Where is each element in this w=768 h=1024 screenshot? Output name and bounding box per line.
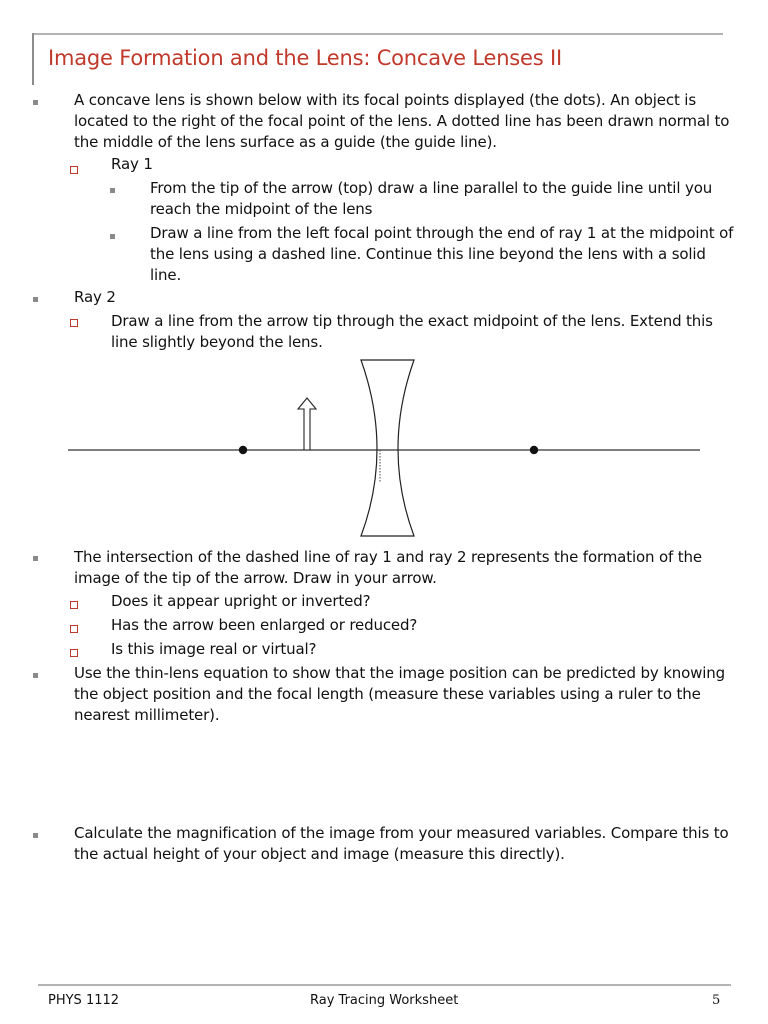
bullet-marker (33, 297, 38, 302)
bullet-marker (33, 673, 38, 678)
ray2-step1: Draw a line from the arrow tip through the exact midpoint of the lens. Extend this line slightly beyond the lens. (111, 312, 713, 351)
page-title: Image Formation and the Lens: Concave Lenses II (48, 46, 562, 70)
ray1-label: Ray 1 (111, 155, 153, 173)
bullet-marker (33, 556, 38, 561)
intersection-text: The intersection of the dashed line of ray 1 and ray 2 represents the formation of the image of the tip of the arrow. Draw in your arrow. (74, 548, 702, 587)
page-number: 5 (712, 993, 721, 1008)
checkbox-marker (70, 601, 78, 609)
question-real: Is this image real or virtual? (111, 640, 317, 658)
question-enlarged: Has the arrow been enlarged or reduced? (111, 616, 418, 634)
bullet-marker (110, 234, 115, 239)
lens-diagram (0, 355, 768, 545)
bullet-marker (33, 100, 38, 105)
footer-course: PHYS 1112 (48, 993, 120, 1008)
ray2-label: Ray 2 (74, 288, 116, 306)
magnification-text: Calculate the magnification of the image from your measured variables. Compare this to the actual height of your object and image (measure this directly). (74, 824, 729, 863)
ray1-step2: Draw a line from the left focal point through the end of ray 1 at the midpoint of the lens using a dashed line. Continue this line beyond the lens with a solid line. (150, 224, 734, 284)
bullet-marker (33, 833, 38, 838)
intro-text: A concave lens is shown below with its focal points displayed (the dots). An object is located to the right of the focal point of the lens. A dotted line has been drawn normal to the middle of the lens surface as a guide (the guide line). (74, 91, 730, 151)
footer-doc-title: Ray Tracing Worksheet (310, 993, 459, 1008)
left-focal-point (239, 446, 247, 454)
checkbox-marker (70, 625, 78, 633)
thin-lens-text: Use the thin-lens equation to show that the image position can be predicted by knowing the object position and the focal length (measure these variables using a ruler to the nearest millimeter). (74, 664, 725, 724)
right-focal-point (530, 446, 538, 454)
top-rule (33, 33, 723, 35)
left-rule (32, 33, 34, 85)
ray1-step1: From the tip of the arrow (top) draw a line parallel to the guide line until you reach the midpoint of the lens (150, 179, 713, 218)
checkbox-marker (70, 319, 78, 327)
footer-rule (38, 984, 731, 986)
checkbox-marker (70, 166, 78, 174)
concave-lens (361, 360, 414, 536)
bullet-marker (110, 188, 115, 193)
question-upright: Does it appear upright or inverted? (111, 592, 371, 610)
object-arrow (298, 398, 316, 450)
checkbox-marker (70, 649, 78, 657)
